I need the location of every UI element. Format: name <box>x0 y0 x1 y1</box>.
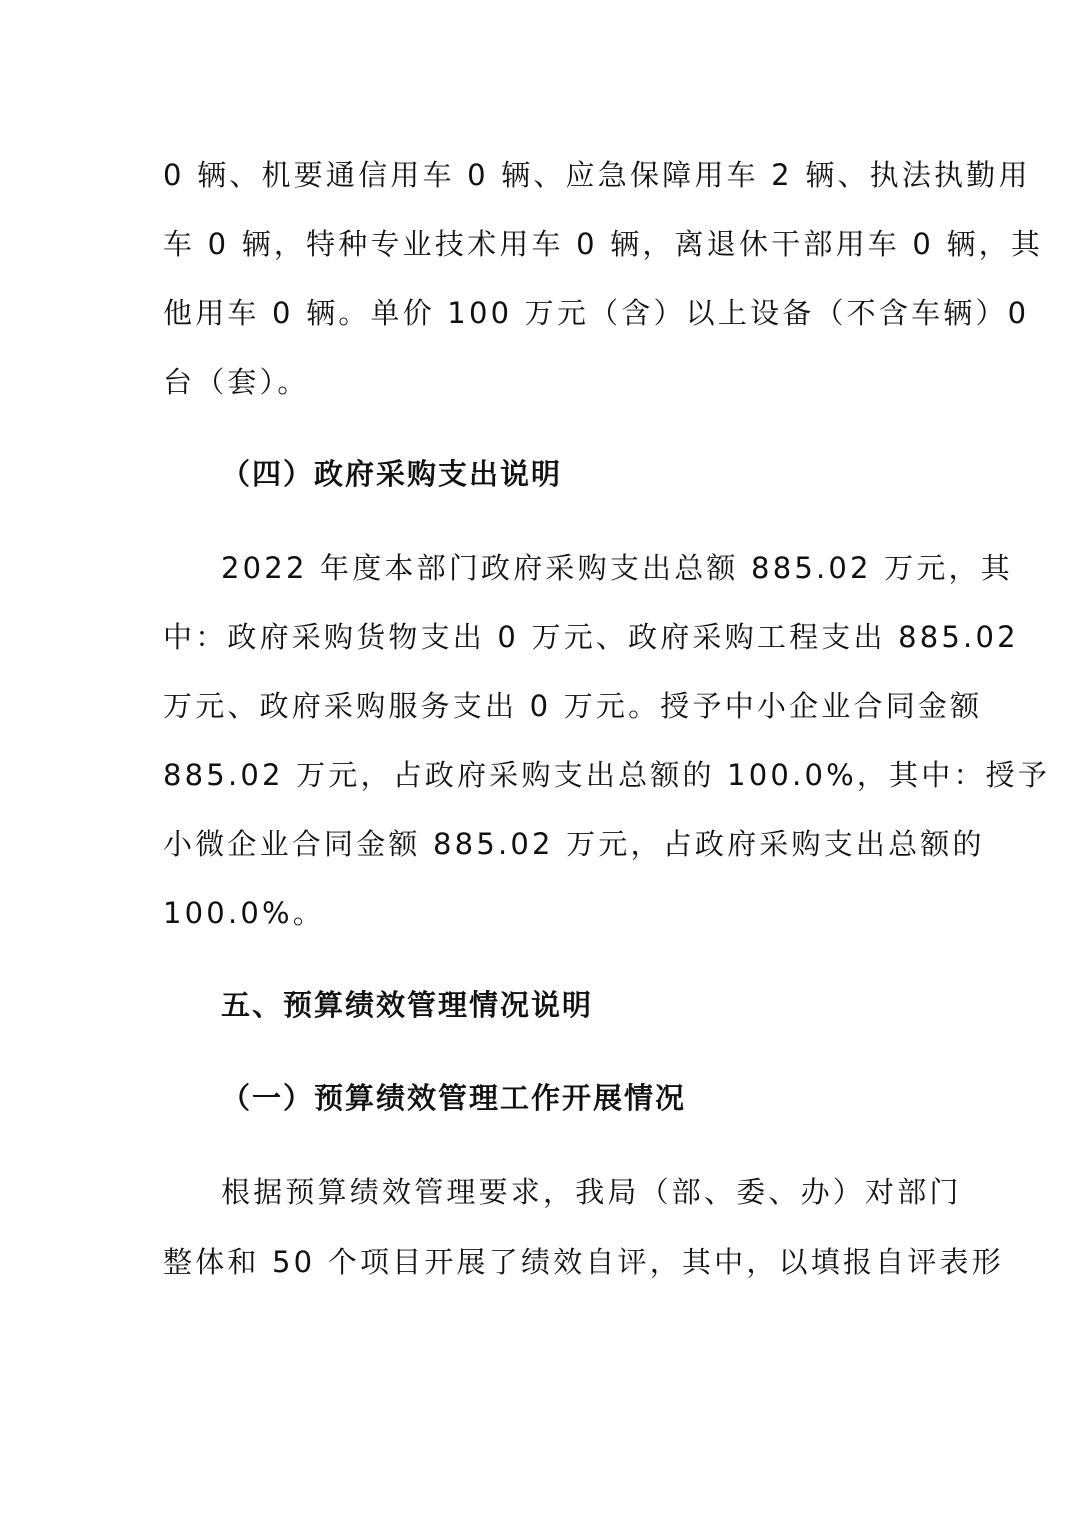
procurement-paragraph-line-6: 100.0%。 <box>163 896 325 930</box>
section-five-heading: 五、预算绩效管理情况说明 <box>221 988 594 1022</box>
vehicle-paragraph-line-3: 他用车 0 辆。单价 100 万元（含）以上设备（不含车辆）0 <box>163 296 1030 330</box>
procurement-paragraph-line-3: 万元、政府采购服务支出 0 万元。授予中小企业合同金额 <box>163 689 983 723</box>
vehicle-paragraph-line-4: 台（套）。 <box>163 365 310 399</box>
vehicle-paragraph-line-2: 车 0 辆，特种专业技术用车 0 辆，离退休干部用车 0 辆，其 <box>163 227 1044 261</box>
procurement-paragraph-line-1: 2022 年度本部门政府采购支出总额 885.02 万元，其 <box>221 551 1013 585</box>
procurement-paragraph-line-4: 885.02 万元，占政府采购支出总额的 100.0%，其中：授予 <box>163 758 1051 792</box>
vehicle-paragraph-line-1: 0 辆、机要通信用车 0 辆、应急保障用车 2 辆、执法执勤用 <box>163 158 1031 192</box>
procurement-paragraph-line-5: 小微企业合同金额 885.02 万元，占政府采购支出总额的 <box>163 827 985 861</box>
procurement-paragraph-line-2: 中：政府采购货物支出 0 万元、政府采购工程支出 885.02 <box>163 620 1019 654</box>
subsection-one-heading: （一）预算绩效管理工作开展情况 <box>221 1081 687 1115</box>
section-four-heading: （四）政府采购支出说明 <box>221 457 563 491</box>
performance-paragraph-line-1: 根据预算绩效管理要求，我局（部、委、办）对部门 <box>221 1175 962 1209</box>
performance-paragraph-line-2: 整体和 50 个项目开展了绩效自评，其中，以填报自评表形 <box>163 1245 1004 1279</box>
